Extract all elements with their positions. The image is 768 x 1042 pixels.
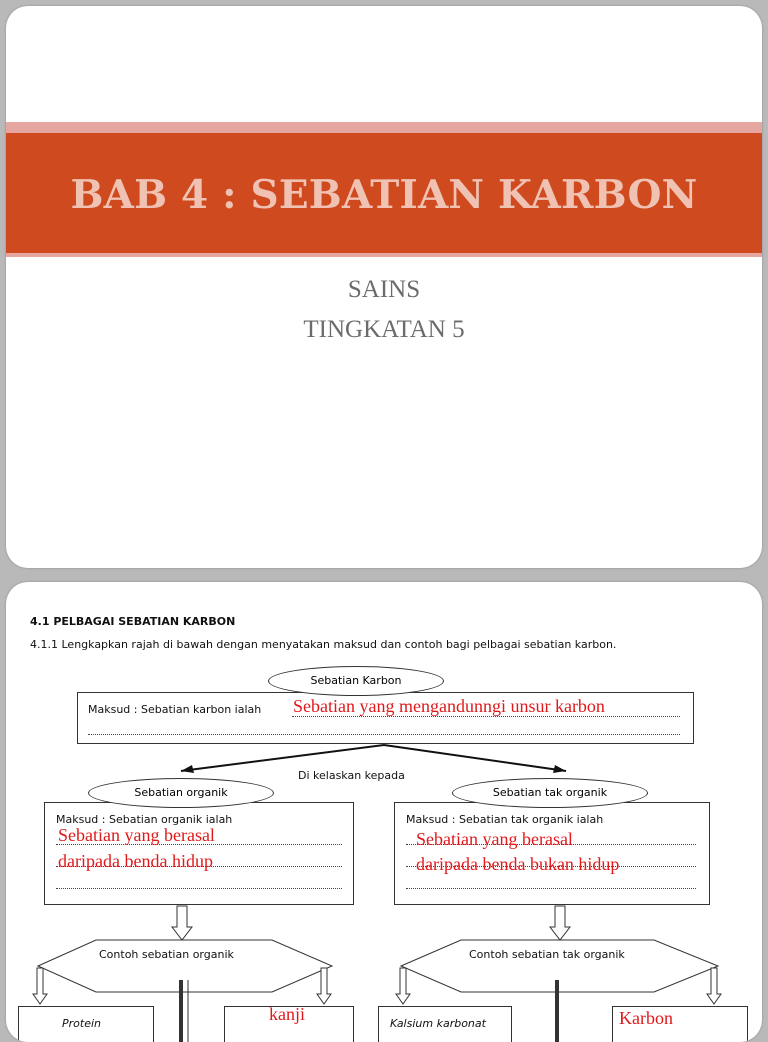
- hollow-arrow-right: [550, 906, 570, 940]
- worksheet-slide: [6, 582, 762, 1042]
- hollow-arrow-ex2: [317, 968, 331, 1004]
- arrow-to-inorganic: [384, 745, 566, 771]
- answer-line: [406, 888, 696, 889]
- handwritten-answer-organik-1: Sebatian yang berasal: [58, 825, 215, 845]
- arrow-head-inorganic: [553, 765, 566, 773]
- maksud-tak-organik-label: Maksud : Sebatian tak organik ialah: [406, 813, 604, 826]
- arrow-to-organic: [181, 745, 384, 771]
- oval-sebatian-tak-organik: Sebatian tak organik: [452, 778, 648, 808]
- handwritten-answer-tak-organik-2: daripada benda bukan hidup: [416, 854, 620, 874]
- hollow-arrow-left: [172, 906, 192, 940]
- handwritten-example-karbon: Karbon: [619, 1008, 673, 1028]
- answer-line: [56, 888, 342, 889]
- title-band-top-stripe: [6, 122, 762, 133]
- example-kalsium-karbonat: Kalsium karbonat: [390, 1017, 486, 1030]
- example-protein: Protein: [62, 1017, 101, 1030]
- arrow-head-organic: [181, 765, 194, 773]
- classified-label: Di kelaskan kepada: [298, 769, 405, 782]
- title-band-bottom-stripe: [6, 253, 762, 257]
- hollow-arrow-ex3: [396, 968, 410, 1004]
- maksud-organik-label: Maksud : Sebatian organik ialah: [56, 813, 233, 826]
- instruction-text: 4.1.1 Lengkapkan rajah di bawah dengan menyatakan maksud dan contoh bagi pelbagai sebatian karbon.: [30, 638, 617, 651]
- slide-title: BAB 4 : SEBATIAN KARBON: [70, 172, 698, 218]
- title-slide: [6, 6, 762, 568]
- examples-label-organik: Contoh sebatian organik: [99, 948, 234, 961]
- handwritten-answer-karbon: Sebatian yang mengandunngi unsur karbon: [293, 696, 605, 716]
- hollow-arrow-ex1: [33, 968, 47, 1004]
- subtitle-form: TINGKATAN 5: [303, 316, 465, 343]
- subtitle-subject: SAINS: [347, 276, 421, 303]
- examples-label-tak-organik: Contoh sebatian tak organik: [469, 948, 625, 961]
- handwritten-answer-organik-2: daripada benda hidup: [58, 851, 213, 871]
- oval-sebatian-organik: Sebatian organik: [88, 778, 274, 808]
- handwritten-example-kanji: kanji: [269, 1004, 305, 1024]
- handwritten-answer-tak-organik-1: Sebatian yang berasal: [416, 829, 573, 849]
- answer-line: [88, 734, 680, 735]
- oval-sebatian-karbon: Sebatian Karbon: [268, 666, 444, 696]
- maksud-karbon-label: Maksud : Sebatian karbon ialah: [88, 703, 262, 716]
- section-heading: 4.1 PELBAGAI SEBATIAN KARBON: [30, 615, 236, 628]
- hollow-arrow-ex4: [707, 968, 721, 1004]
